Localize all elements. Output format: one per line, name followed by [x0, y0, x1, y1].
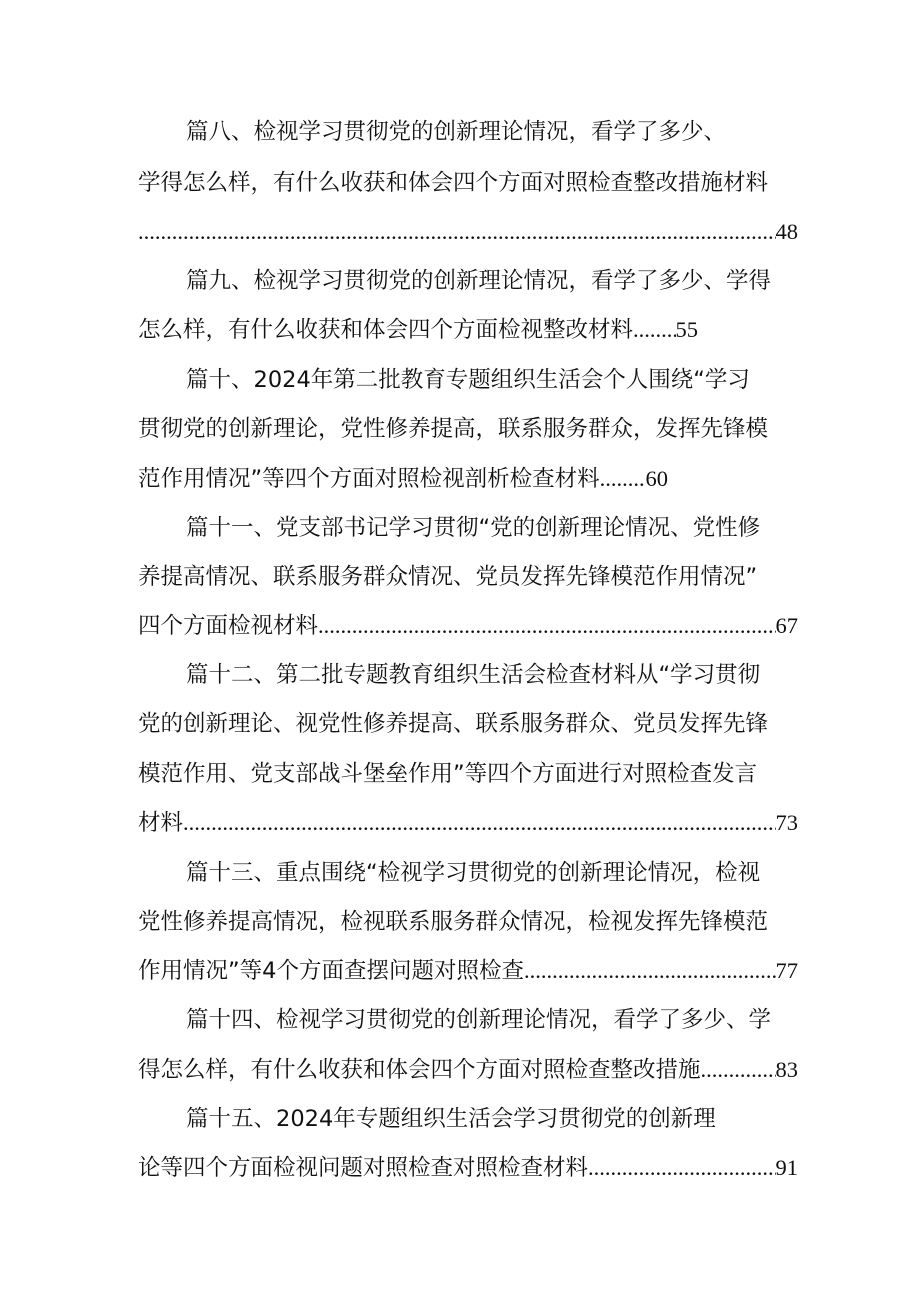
toc-entry-13-leader-line[interactable]: [138, 953, 798, 989]
dot-leader: [633, 312, 675, 348]
toc-entry-9-line-2: 怎么样，有什么收获和体会四个方面检视整改材料: [138, 317, 634, 343]
toc-entry-12-leader-line[interactable]: [138, 805, 798, 841]
toc-entry-10-page-number: 60: [645, 466, 668, 491]
toc-entry-9-line-1: 篇九、检视学习贯彻党的创新理论情况，看学了多少、学得: [186, 268, 772, 294]
toc-entry-14-leader-line[interactable]: [138, 1052, 798, 1088]
toc-entry-14-line-2: 得怎么样，有什么收获和体会四个方面对照检查整改措施: [138, 1057, 701, 1083]
toc-entry-12-line-2: 党的创新理论、视党性修养提高、联系服务群众、党员发挥先锋: [138, 711, 769, 737]
toc-entry-13-line-1: 篇十三、重点围绕“检视学习贯彻党的创新理论情况，检视: [186, 860, 761, 886]
toc-entry-10-line-2: 贯彻党的创新理论，党性修养提高，联系服务群众，发挥先锋模: [138, 416, 769, 442]
toc-entry-14-line-1: 篇十四、检视学习贯彻党的创新理论情况，看学了多少、学: [186, 1007, 772, 1033]
toc-entry-12-page-number: 73: [775, 810, 798, 835]
toc-entry-8-line-2: 学得怎么样，有什么收获和体会四个方面对照检查整改措施材料: [138, 170, 769, 196]
toc-entry-8-line-1: 篇八、检视学习贯彻党的创新理论情况，看学了多少、: [186, 119, 727, 145]
dot-leader: [183, 805, 775, 841]
toc-entry-15-page-number: 91: [775, 1155, 798, 1180]
toc-entry-13-line-3: 作用情况”等4个方面查摆问题对照检查: [138, 958, 524, 984]
toc-entry-12-line-4: 材料: [138, 810, 184, 836]
toc-entry-15-line-1: 篇十五、2024年专题组织生活会学习贯彻党的创新理: [186, 1106, 716, 1132]
dot-leader: [701, 1052, 776, 1088]
toc-entry-13-page-number: 77: [775, 958, 798, 983]
toc-entry-11-line-2: 养提高情况、联系服务群众情况、党员发挥先锋模范作用情况”: [138, 564, 758, 590]
toc-entry-11-line-3: 四个方面检视材料: [138, 613, 319, 639]
toc-entry-8-page-number: 48: [775, 219, 798, 244]
toc-entry-13-line-2: 党性修养提高情况，检视联系服务群众情况，检视发挥先锋模范: [138, 909, 769, 935]
dot-leader: [318, 608, 775, 644]
toc-entry-10-line-1: 篇十、2024年第二批教育专题组织生活会个人围绕“学习: [186, 367, 750, 393]
toc-entry-9-page-number: 55: [675, 317, 698, 342]
dot-leader: [588, 1150, 775, 1186]
dot-leader: [600, 461, 646, 497]
toc-entry-15-leader-line[interactable]: [138, 1150, 798, 1186]
toc-entry-15-line-2: 论等四个方面检视问题对照检查对照检查材料: [138, 1155, 589, 1181]
toc-entry-10-leader-line[interactable]: [138, 461, 668, 497]
toc-entry-10-line-3: 范作用情况”等四个方面对照检视剖析检查材料: [138, 466, 600, 492]
toc-entry-11-page-number: 67: [775, 613, 798, 638]
dot-leader: [524, 953, 776, 989]
toc-entry-14-page-number: 83: [775, 1057, 798, 1082]
toc-entry-11-leader-line[interactable]: [138, 608, 798, 644]
toc-entry-12-line-3: 模范作用、党支部战斗堡垒作用”等四个方面进行对照检查发言: [138, 761, 758, 787]
toc-entry-8-leader-line[interactable]: [138, 214, 798, 250]
toc-entry-12-line-1: 篇十二、第二批专题教育组织生活会检查材料从“学习贯彻: [186, 662, 761, 688]
dot-leader: [138, 214, 776, 250]
toc-entry-11-line-1: 篇十一、党支部书记学习贯彻“党的创新理论情况、党性修: [186, 515, 761, 541]
toc-entry-9-leader-line[interactable]: [138, 312, 698, 348]
